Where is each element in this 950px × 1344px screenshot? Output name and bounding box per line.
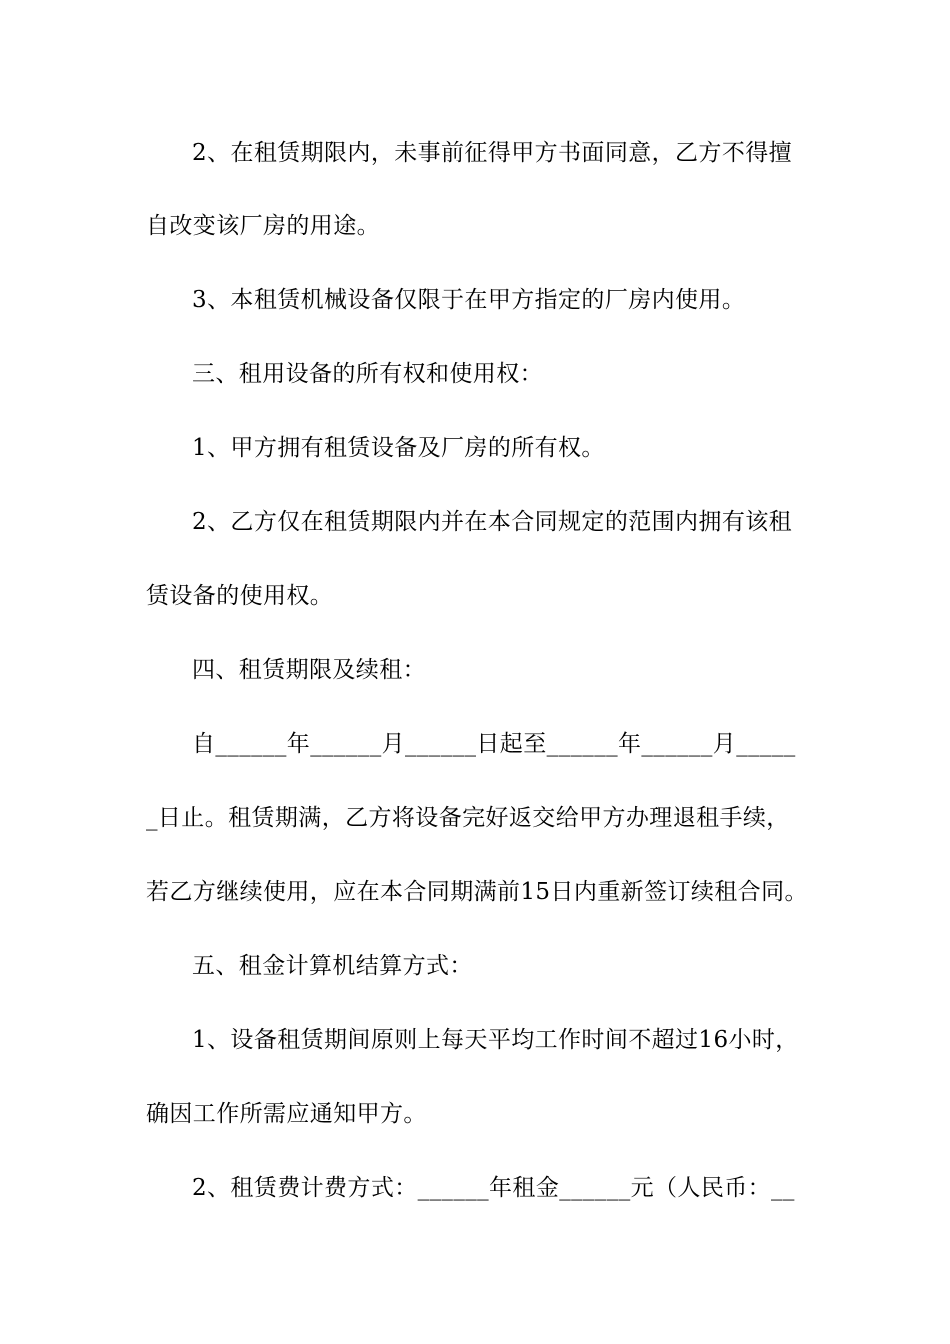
term-clause-line-3: 若乙方继续使用，应在本合同期满前15日内重新签订续租合同。 xyxy=(146,879,808,905)
section-5-heading: 五、租金计算机结算方式： xyxy=(192,953,473,979)
section-3-heading: 三、租用设备的所有权和使用权： xyxy=(192,361,543,387)
term-clause-line-2: _日止。租赁期满，乙方将设备完好返交给甲方办理退租手续， xyxy=(146,805,790,831)
clause-3: 3、本租赁机械设备仅限于在甲方指定的厂房内使用。 xyxy=(192,287,746,313)
section-4-heading: 四、租赁期限及续租： xyxy=(192,657,426,683)
rent-clause-1-line-2: 确因工作所需应通知甲方。 xyxy=(146,1101,427,1127)
clause-2-line-2: 自改变该厂房的用途。 xyxy=(146,213,380,239)
clause-2-line-1: 2、在租赁期限内，未事前征得甲方书面同意，乙方不得擅 xyxy=(192,140,793,166)
ownership-clause-2-line-2: 赁设备的使用权。 xyxy=(146,583,334,609)
ownership-clause-2-line-1: 2、乙方仅在租赁期限内并在本合同规定的范围内拥有该租 xyxy=(192,509,793,535)
term-clause-line-1: 自______年______月______日起至______年______月_____ xyxy=(192,731,796,757)
ownership-clause-1: 1、甲方拥有租赁设备及厂房的所有权。 xyxy=(192,435,605,461)
rent-clause-1-line-1: 1、设备租赁期间原则上每天平均工作时间不超过16小时， xyxy=(192,1027,799,1053)
rent-clause-2-line-1: 2、租赁费计费方式：______年租金______元（人民币：__ xyxy=(192,1175,795,1201)
